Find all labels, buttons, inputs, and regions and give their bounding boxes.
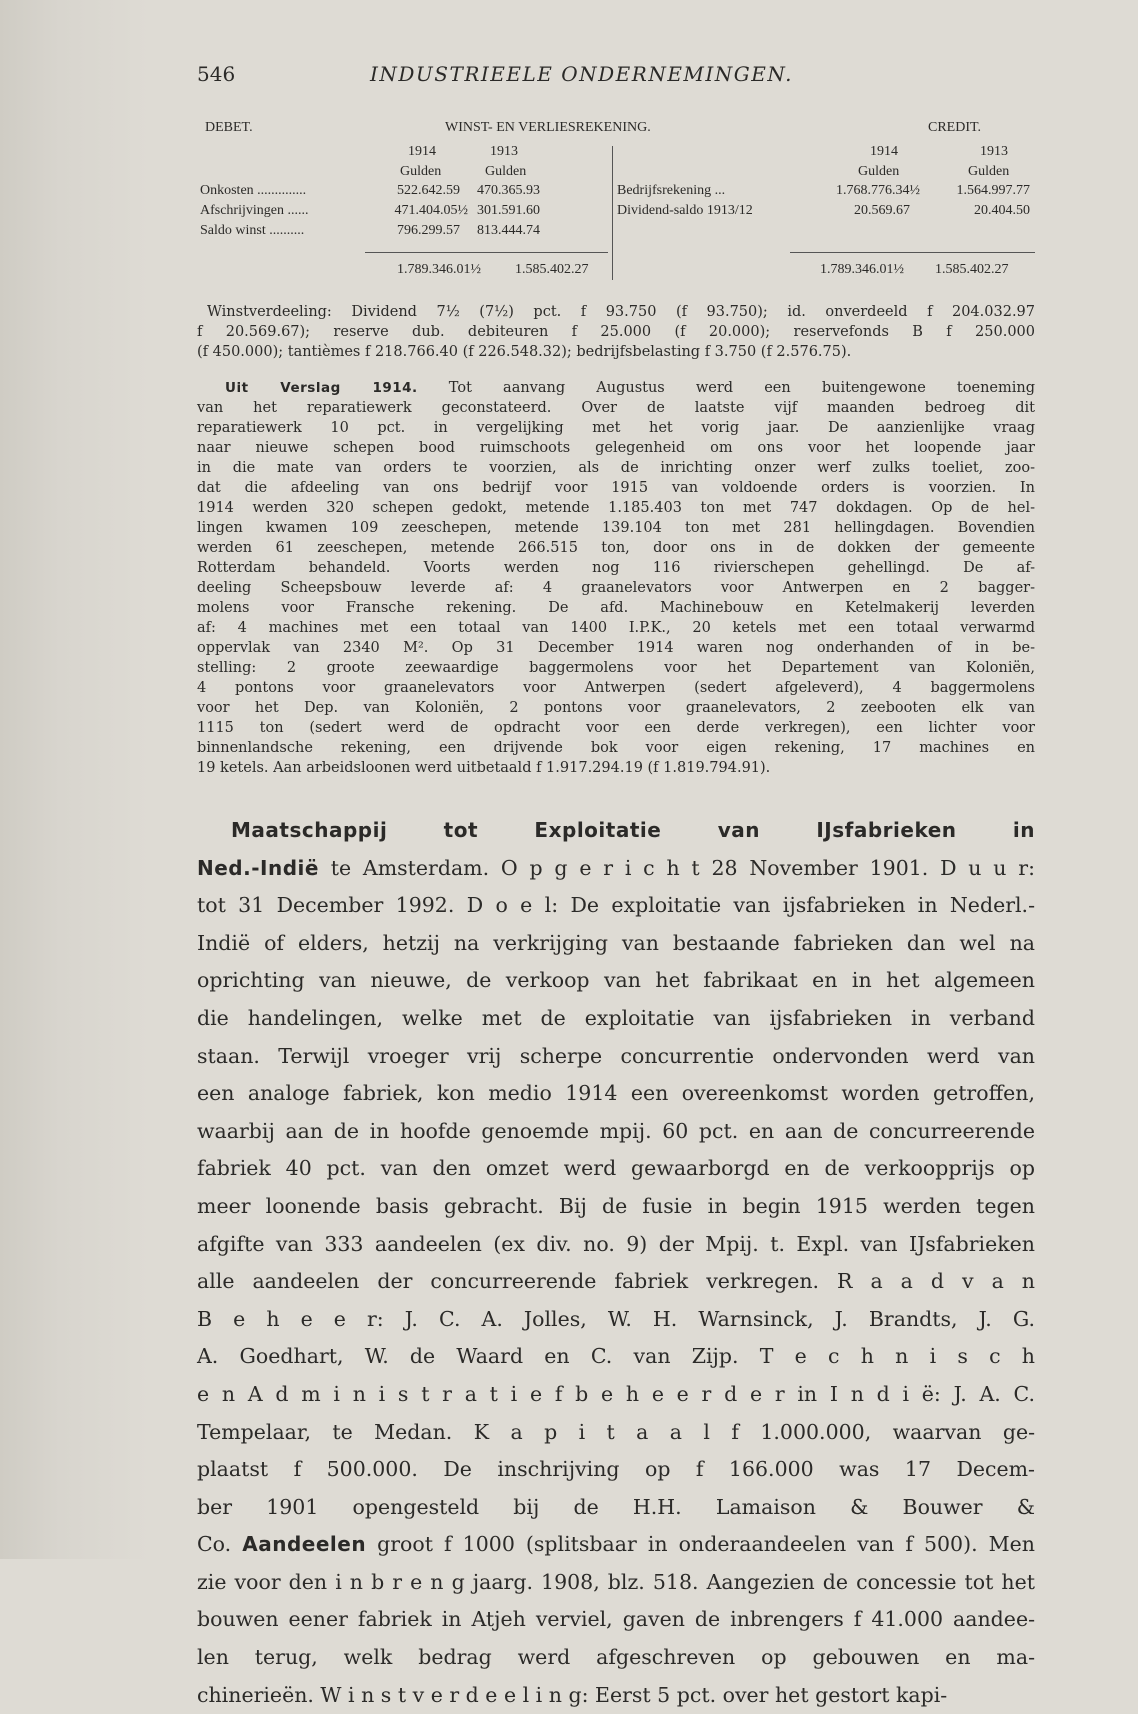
text-line: reparatiewerk 10 pct. in vergelijking met het vorig jaar. De aanzienlijke vraag — [197, 420, 1035, 436]
value-1913: 301.591.60 — [477, 203, 540, 218]
credit-unit-1914: Gulden — [858, 164, 900, 179]
text-line: (f 450.000); tantièmes f 218.766.40 (f 226.548.32); bedrijfsbelasting f 3.750 (f 2.576.75). — [197, 344, 852, 360]
row-label: Saldo winst .......... — [200, 223, 305, 238]
text-line: lingen kwamen 109 zeeschepen, metende 139.104 ton met 281 hellingdagen. Bovendien — [197, 520, 1035, 536]
text-line: meer loonende basis gebracht. Bij de fusie in begin 1915 werden tegen — [197, 1193, 1035, 1218]
text-run: Co. — [197, 1532, 243, 1557]
winstverdeeling-paragraph — [197, 302, 1035, 362]
text-line: stelling: 2 groote zeewaardige baggermolens voor het Departement van Koloniën, — [197, 660, 1035, 676]
credit-label: CREDIT. — [928, 120, 982, 135]
text-line: B e h e e r: J. C. A. Jolles, W. H. Warnsinck, J. Brandts, J. G. — [197, 1306, 1035, 1331]
row-label: Bedrijfsrekening ... — [617, 183, 726, 198]
value-1914: 522.642.59 — [397, 183, 460, 198]
text-line: e n A d m i n i s t r a t i e f b e h e e r d e r in I n d i ë: J. A. C. — [197, 1381, 1035, 1406]
page-number: 546 — [197, 62, 236, 86]
debet-label: DEBET. — [205, 120, 253, 135]
bold-heading: Ned.-Indië — [197, 855, 319, 880]
text-line: binnenlandsche rekening, een drijvende bok voor eigen rekening, 17 machines en — [197, 740, 1035, 756]
text-line: ber 1901 opengesteld bij de H.H. Lamaison & Bouwer & — [197, 1494, 1035, 1519]
text-run: groot f 1000 (splitsbaar in onderaandeelen van f 500). Men — [366, 1532, 1035, 1557]
value-1913: 813.444.74 — [477, 223, 540, 238]
text-line: plaatst f 500.000. De inschrijving op f 166.000 was 17 Decem- — [197, 1457, 1035, 1482]
value-1913: 1.564.997.77 — [956, 183, 1030, 198]
text-run: te Amsterdam. O p g e r i c h t 28 November 1901. D u u r: — [318, 855, 1035, 880]
credit-year-1913: 1913 — [980, 144, 1008, 159]
debet-year-1913: 1913 — [490, 144, 518, 159]
value-1914: 796.299.57 — [397, 223, 460, 238]
text-line: oppervlak van 2340 M². Op 31 December 1914 waren nog onderhanden of in be- — [197, 640, 1035, 656]
text-line: voor het Dep. van Koloniën, 2 pontons voor graanelevators, 2 zeebooten elk van — [197, 700, 1035, 716]
running-title: INDUSTRIEELE ONDERNEMINGEN. — [370, 62, 793, 86]
value-1913: 20.404.50 — [974, 203, 1030, 218]
text-run: Tot aanvang Augustus werd een buitengewone toeneming — [417, 380, 1035, 396]
text-line — [197, 1526, 1035, 1564]
credit-unit-1913: Gulden — [968, 164, 1010, 179]
text-line: staan. Terwijl vroeger vrij scherpe concurrentie ondervonden werd van — [197, 1043, 1035, 1068]
text-line: tot 31 December 1992. D o e l: De exploitatie van ijsfabrieken in Nederl.- — [197, 893, 1035, 918]
text-line: werden 61 zeeschepen, metende 266.515 ton, door ons in de dokken der gemeente — [197, 540, 1035, 556]
debet-total-1913: 1.585.402.27 — [515, 262, 589, 277]
debet-total-rule — [365, 252, 608, 253]
table-divider — [612, 146, 613, 280]
text-line: len terug, welk bedrag werd afgeschreven op gebouwen en ma- — [197, 1645, 1035, 1670]
value-1914: 20.569.67 — [854, 203, 910, 218]
credit-total-1914: 1.789.346.01½ — [820, 262, 904, 277]
text-line: in die mate van orders te voorzien, als de inrichting onzer werf zulks toeliet, zoo- — [197, 460, 1035, 476]
debet-year-1914: 1914 — [408, 144, 436, 159]
text-line: deeling Scheepsbouw leverde af: 4 graanelevators voor Antwerpen en 2 bagger- — [197, 580, 1035, 596]
text-line — [197, 850, 1035, 888]
credit-total-rule — [790, 252, 1035, 253]
bold-heading: Aandeelen — [242, 1532, 367, 1557]
text-line — [197, 378, 1035, 398]
text-line: 1914 werden 320 schepen gedokt, metende 1.185.403 ton met 747 dokdagen. Op de hel- — [197, 500, 1035, 516]
credit-year-1914: 1914 — [870, 144, 898, 159]
text-line: dat die afdeeling van ons bedrijf voor 1915 van voldoende orders is voorzien. In — [197, 480, 1035, 496]
company-entry-paragraph — [197, 812, 1035, 1714]
text-line: 4 pontons voor graanelevators voor Antwerpen (sedert afgeleverd), 4 baggermolens — [197, 680, 1035, 696]
bold-heading: Uit Verslag 1914. — [225, 380, 418, 396]
credit-total-1913: 1.585.402.27 — [935, 262, 1009, 277]
text-line: chinerieën. W i n s t v e r d e e l i n g: Eerst 5 pct. over het gestort kapi- — [197, 1682, 948, 1707]
text-line: molens voor Fransche rekening. De afd. Machinebouw en Ketelmakerij leverden — [197, 600, 1035, 616]
text-line: van het reparatiewerk geconstateerd. Over de laatste vijf maanden bedroeg dit — [197, 400, 1035, 416]
table-title: WINST- EN VERLIESREKENING. — [445, 120, 651, 135]
row-label: Onkosten .............. — [200, 183, 307, 198]
bold-heading: Maatschappij tot Exploitatie van IJsfabrieken in — [231, 818, 1035, 842]
page-curl-shadow — [0, 0, 150, 1559]
text-line: zie voor den i n b r e n g jaarg. 1908, blz. 518. Aangezien de concessie tot het — [197, 1569, 1035, 1594]
debet-unit-1914: Gulden — [400, 164, 442, 179]
text-line: oprichting van nieuwe, de verkoop van het fabrikaat en in het algemeen — [197, 968, 1035, 993]
text-line: alle aandeelen der concurreerende fabriek verkregen. R a a d v a n — [197, 1269, 1035, 1294]
text-line: Rotterdam behandeld. Voorts werden nog 116 rivierschepen gehellingd. De af- — [197, 560, 1035, 576]
row-label: Dividend-saldo 1913/12 — [617, 203, 753, 218]
text-line: naar nieuwe schepen bood ruimschoots gelegenheid om ons voor het loopende jaar — [197, 440, 1035, 456]
text-line: A. Goedhart, W. de Waard en C. van Zijp. T e c h n i s c h — [197, 1344, 1035, 1369]
debet-total-1914: 1.789.346.01½ — [397, 262, 481, 277]
row-label: Afschrijvingen ...... — [200, 203, 309, 218]
text-line: bouwen eener fabriek in Atjeh verviel, gaven de inbrengers f 41.000 aandee- — [197, 1607, 1035, 1632]
text-line: f 20.569.67); reserve dub. debiteuren f 25.000 (f 20.000); reservefonds B f 250.000 — [197, 324, 1035, 340]
value-1914: 471.404.05½ — [394, 203, 468, 218]
text-line: Indië of elders, hetzij na verkrijging van bestaande fabrieken dan wel na — [197, 930, 1035, 955]
text-line: die handelingen, welke met de exploitatie van ijsfabrieken in verband — [197, 1005, 1035, 1030]
text-line: waarbij aan de in hoofde genoemde mpij. 60 pct. en aan de concurreerende — [197, 1118, 1035, 1143]
text-line: af: 4 machines met een totaal van 1400 I.P.K., 20 ketels met een totaal verwarmd — [197, 620, 1035, 636]
text-line: een analoge fabriek, kon medio 1914 een overeenkomst worden getroffen, — [197, 1081, 1035, 1106]
text-line: afgifte van 333 aandeelen (ex div. no. 9) der Mpij. t. Expl. van IJsfabrieken — [197, 1231, 1035, 1256]
text-line: 1115 ton (sedert werd de opdracht voor een derde verkregen), een lichter voor — [197, 720, 1035, 736]
text-line: Tempelaar, te Medan. K a p i t a a l f 1.000.000, waarvan ge- — [197, 1419, 1035, 1444]
value-1914: 1.768.776.34½ — [836, 183, 920, 198]
text-line: 19 ketels. Aan arbeidsloonen werd uitbetaald f 1.917.294.19 (f 1.819.794.91). — [197, 760, 771, 776]
verslag-paragraph — [197, 378, 1035, 778]
value-1913: 470.365.93 — [477, 183, 540, 198]
text-line: fabriek 40 pct. van den omzet werd gewaarborgd en de verkoopprijs op — [197, 1156, 1035, 1181]
text-line — [197, 812, 1035, 850]
debet-unit-1913: Gulden — [485, 164, 527, 179]
text-line: Winstverdeeling: Dividend 7½ (7½) pct. f 93.750 (f 93.750); id. onverdeeld f 204.032.97 — [207, 304, 1035, 320]
